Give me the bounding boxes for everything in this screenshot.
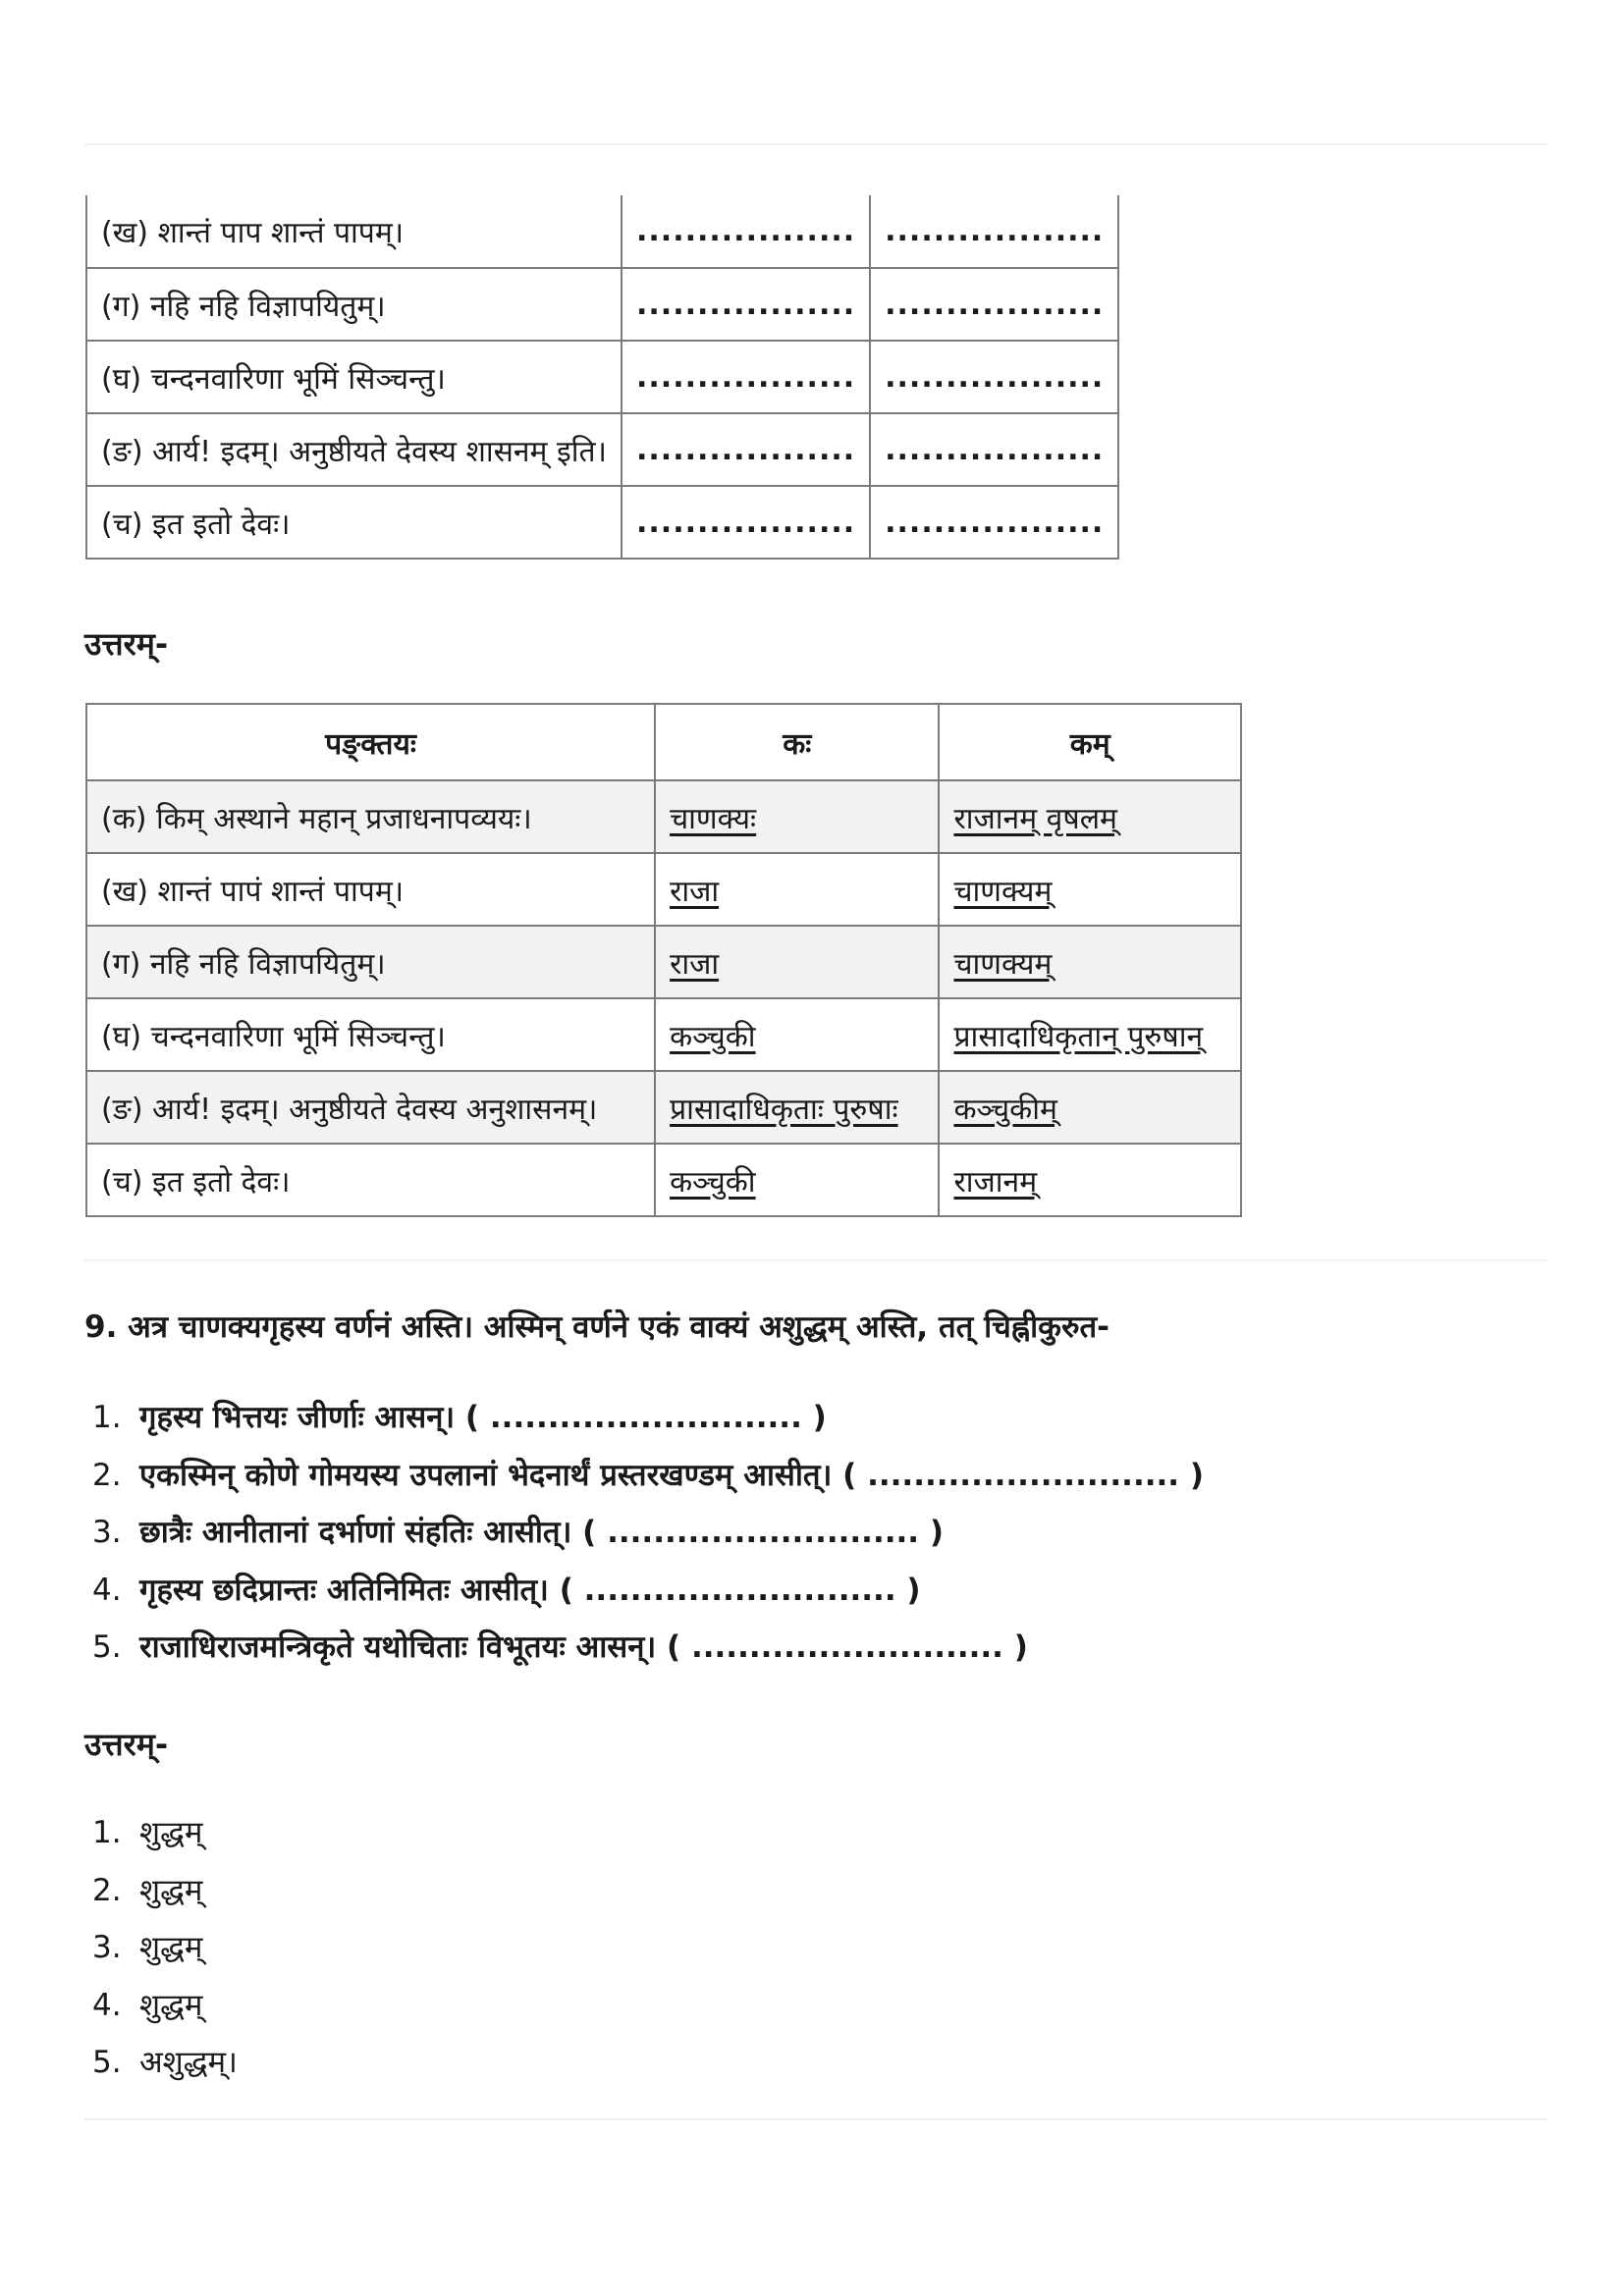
list-item — [88, 1504, 1204, 1562]
ka-answer-cell: प्रासादाधिकृताः पुरुषाः — [655, 1071, 939, 1144]
kam-answer-cell: चाणक्यम् — [939, 853, 1241, 926]
question-9-list — [88, 1389, 1204, 1677]
blank-ka-cell: .................. — [622, 341, 870, 413]
ka-answer-cell: राजा — [655, 926, 939, 998]
blank-ka-cell: .................. — [622, 268, 870, 341]
item-number: 1. — [92, 1815, 122, 1850]
sentence-cell: (ख) शान्तं पापं शान्तं पापम्। — [86, 853, 655, 926]
sentence-cell: (ग) नहि नहि विज्ञापयितुम्। — [86, 268, 622, 341]
header-ka: कः — [655, 704, 939, 780]
item-text: गृहस्य भित्तयः जीर्णाः आसन्। ( ........................... ) — [139, 1400, 827, 1435]
item-text: छात्रैः आनीतानां दर्भाणां संहतिः आसीत्। ( ........................... ) — [139, 1515, 945, 1550]
sentence-cell: (ङ) आर्य! इदम्। अनुष्ठीयते देवस्य शासनम् इति। — [86, 413, 622, 486]
ka-answer-cell: कञ्चुकी — [655, 1144, 939, 1216]
item-text: एकस्मिन् कोणे गोमयस्य उपलानां भेदनार्थं प्रस्तरखण्डम् आसीत्। ( ........................... ) — [139, 1457, 1205, 1493]
answer-label: उत्तरम्- — [84, 625, 169, 663]
sentence-cell: (घ) चन्दनवारिणा भूमिं सिञ्चन्तु। — [86, 341, 622, 413]
item-text: अशुद्धम्। — [139, 2045, 238, 2080]
sentence-cell: (घ) चन्दनवारिणा भूमिं सिञ्चन्तु। — [86, 998, 655, 1071]
sentence-cell: (ङ) आर्य! इदम्। अनुष्ठीयते देवस्य अनुशासनम्। — [86, 1071, 655, 1144]
kam-answer-cell: राजानम् — [939, 1144, 1241, 1216]
answer-label: उत्तरम्- — [84, 1726, 169, 1763]
list-item — [88, 1977, 238, 2035]
item-text: शुद्धम् — [139, 1930, 203, 1965]
item-number: 4. — [92, 1987, 122, 2023]
question-9-heading: 9. अत्र चाणक्यगृहस्य वर्णनं अस्ति। अस्मिन् वर्णने एकं वाक्यं अशुद्धम् अस्ति, तत् चिह्नीकुरुत- — [84, 1309, 1110, 1345]
header-kam: कम् — [939, 704, 1241, 780]
list-item — [88, 1619, 1204, 1677]
item-number: 3. — [92, 1515, 122, 1550]
table-header-row — [86, 704, 1241, 780]
blank-kam-cell: .................. — [870, 413, 1118, 486]
sentence-cell: (ग) नहि नहि विज्ञापयितुम्। — [86, 926, 655, 998]
table-row — [86, 853, 1241, 926]
item-text: शुद्धम् — [139, 1987, 203, 2023]
item-number: 5. — [92, 1629, 122, 1665]
table-row — [86, 926, 1241, 998]
blank-ka-cell: .................. — [622, 413, 870, 486]
table-row — [86, 413, 1118, 486]
blank-ka-cell: .................. — [622, 486, 870, 559]
item-number: 1. — [92, 1400, 122, 1435]
blank-kam-cell: .................. — [870, 268, 1118, 341]
header-lines: पङ्क्तयः — [86, 704, 655, 780]
blank-ka-cell: .................. — [622, 195, 870, 268]
answer-table — [85, 703, 1242, 1217]
list-item — [88, 2034, 238, 2092]
ka-answer-cell: चाणक्यः — [655, 780, 939, 853]
top-divider — [84, 143, 1547, 145]
table-row — [86, 486, 1118, 559]
answer-9-list — [88, 1804, 238, 2092]
exercise-table-blank — [85, 195, 1119, 560]
table-row — [86, 998, 1241, 1071]
item-text: शुद्धम् — [139, 1872, 203, 1908]
table-row — [86, 1071, 1241, 1144]
item-text: राजाधिराजमन्त्रिकृते यथोचिताः विभूतयः आसन्। ( ........................... ) — [139, 1629, 1028, 1665]
sentence-cell: (ख) शान्तं पाप शान्तं पापम्। — [86, 195, 622, 268]
table-row — [86, 268, 1118, 341]
sentence-cell: (च) इत इतो देवः। — [86, 1144, 655, 1216]
table-row — [86, 341, 1118, 413]
item-number: 4. — [92, 1572, 122, 1608]
list-item — [88, 1919, 238, 1977]
item-number: 2. — [92, 1872, 122, 1908]
sentence-cell: (क) किम् अस्थाने महान् प्रजाधनापव्ययः। — [86, 780, 655, 853]
section-divider — [84, 1259, 1547, 1261]
table-row — [86, 780, 1241, 853]
table-row — [86, 195, 1118, 268]
item-text: गृहस्य छदिप्रान्तः अतिनिमितः आसीत्। ( ........................... ) — [139, 1572, 921, 1608]
ka-answer-cell: राजा — [655, 853, 939, 926]
item-number: 2. — [92, 1457, 122, 1493]
ka-answer-cell: कञ्चुकी — [655, 998, 939, 1071]
list-item — [88, 1804, 238, 1862]
item-number: 3. — [92, 1930, 122, 1965]
list-item — [88, 1862, 238, 1920]
kam-answer-cell: प्रासादाधिकृतान् पुरुषान् — [939, 998, 1241, 1071]
sentence-cell: (च) इत इतो देवः। — [86, 486, 622, 559]
kam-answer-cell: राजानम् वृषलम् — [939, 780, 1241, 853]
blank-kam-cell: .................. — [870, 195, 1118, 268]
blank-kam-cell: .................. — [870, 486, 1118, 559]
list-item — [88, 1562, 1204, 1620]
kam-answer-cell: कञ्चुकीम् — [939, 1071, 1241, 1144]
item-text: शुद्धम् — [139, 1815, 203, 1850]
list-item — [88, 1447, 1204, 1505]
list-item — [88, 1389, 1204, 1447]
blank-kam-cell: .................. — [870, 341, 1118, 413]
kam-answer-cell: चाणक्यम् — [939, 926, 1241, 998]
bottom-divider — [84, 2118, 1547, 2120]
table-row — [86, 1144, 1241, 1216]
item-number: 5. — [92, 2045, 122, 2080]
